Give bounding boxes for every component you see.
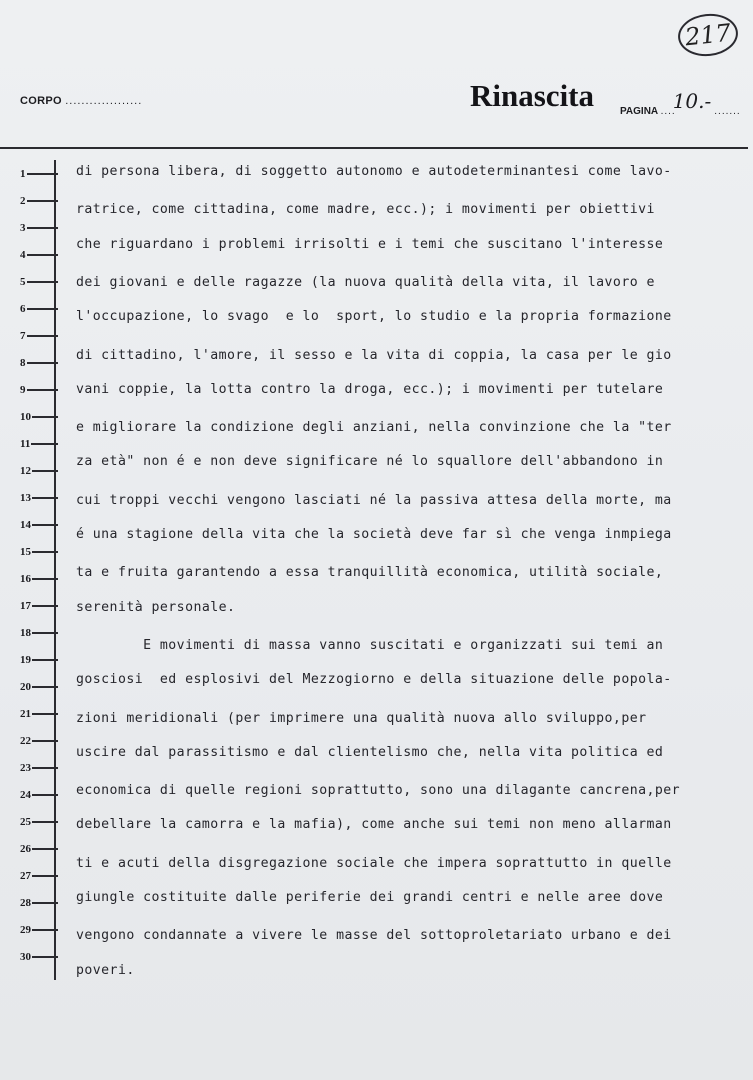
- line-number-tick: [27, 173, 59, 175]
- line-number: [20, 276, 58, 288]
- text-line: gosciosi ed esplosivi del Mezzogiorno e della situazione delle popola-: [76, 672, 672, 688]
- text-line: ratrice, come cittadina, come madre, ecc.); i movimenti per obiettivi: [76, 202, 655, 218]
- line-number-label: 18: [20, 627, 31, 639]
- text-line: E movimenti di massa vanno suscitati e organizzati sui temi an: [76, 637, 664, 653]
- line-number: [20, 303, 58, 315]
- text-line: uscire dal parassitismo e dal clientelismo che, nella vita politica ed: [76, 744, 664, 760]
- line-number: [20, 762, 58, 774]
- page-stamp: 217: [676, 11, 740, 59]
- text-line: poveri.: [76, 962, 135, 978]
- text-line: vani coppie, la lotta contro la droga, ecc.); i movimenti per tutelare: [76, 381, 664, 397]
- line-number: [20, 870, 58, 882]
- line-number-label: 28: [20, 897, 31, 909]
- text-line: giungle costituite dalle periferie dei grandi centri e nelle aree dove: [76, 890, 664, 905]
- line-number-tick: [32, 551, 58, 553]
- pagina-dots: ....: [660, 106, 676, 117]
- text-line: ta e fruita garantendo a essa tranquillità economica, utilità sociale,: [76, 565, 664, 581]
- line-number-label: 30: [20, 951, 31, 963]
- line-number-label: 16: [20, 573, 31, 585]
- line-number-label: 24: [20, 789, 31, 801]
- line-number-tick: [32, 713, 58, 715]
- line-number: [20, 924, 58, 936]
- line-number-tick: [32, 875, 58, 877]
- text-line: l'occupazione, lo svago e lo sport, lo studio e la propria formazione: [76, 309, 672, 325]
- line-number-label: 3: [20, 222, 26, 234]
- line-number-tick: [32, 848, 58, 850]
- line-number: [20, 195, 58, 207]
- line-number: [20, 438, 58, 450]
- text-line: di persona libera, di soggetto autonomo e autodeterminantesi come lavo-: [76, 164, 672, 179]
- line-number-tick: [27, 254, 59, 256]
- line-number: [20, 627, 58, 639]
- masthead-brand: Rinascita: [470, 78, 594, 113]
- line-number: [20, 357, 58, 369]
- line-number: [20, 897, 58, 909]
- line-number-tick: [32, 956, 58, 958]
- line-number-label: 8: [20, 357, 26, 369]
- line-number-label: 9: [20, 384, 26, 396]
- line-number-label: 19: [20, 654, 31, 666]
- pagina-label: PAGINA: [620, 106, 658, 117]
- line-number-label: 27: [20, 870, 31, 882]
- line-number-tick: [32, 929, 58, 931]
- line-number-label: 4: [20, 249, 26, 261]
- header-rule: [0, 147, 748, 149]
- line-number-tick: [31, 443, 58, 445]
- text-line: debellare la camorra e la mafia), come anche sui temi non meno allarman: [76, 817, 672, 833]
- pagina-trailing-dots: .......: [714, 106, 741, 117]
- line-number: [20, 708, 58, 720]
- line-number: [20, 249, 58, 261]
- line-number-label: 13: [20, 492, 31, 504]
- line-number-tick: [32, 578, 58, 580]
- line-number-label: 17: [20, 600, 31, 612]
- line-number-label: 5: [20, 276, 26, 288]
- line-number: [20, 330, 58, 342]
- line-number: [20, 951, 58, 963]
- line-number-tick: [27, 362, 59, 364]
- line-number: [20, 843, 58, 855]
- line-number-tick: [27, 389, 59, 391]
- text-line: serenità personale.: [76, 599, 236, 615]
- line-number-label: 25: [20, 816, 31, 828]
- line-number-tick: [32, 632, 58, 634]
- text-line: ti e acuti della disgregazione sociale che impera soprattutto in quelle: [76, 855, 672, 871]
- line-number-label: 14: [20, 519, 31, 531]
- line-number-label: 12: [20, 465, 31, 477]
- line-number: [20, 789, 58, 801]
- line-number-tick: [32, 767, 58, 769]
- text-line: za età" non é e non deve significare né lo squallore dell'abbandono in: [76, 454, 664, 470]
- line-number-tick: [27, 200, 59, 202]
- line-number: [20, 384, 58, 396]
- line-number: [20, 168, 58, 180]
- text-line: che riguardano i problemi irrisolti e i temi che suscitano l'interesse: [76, 236, 664, 252]
- pagina-field: [620, 89, 741, 119]
- line-number-label: 26: [20, 843, 31, 855]
- line-number-label: 7: [20, 330, 26, 342]
- line-number-tick: [32, 902, 58, 904]
- line-number-tick: [32, 524, 58, 526]
- line-number: [20, 681, 58, 693]
- corpo-label: CORPO: [20, 95, 62, 107]
- line-number-tick: [32, 497, 58, 499]
- line-number: [20, 735, 58, 747]
- line-number-label: 1: [20, 168, 26, 180]
- line-number-label: 11: [20, 438, 31, 450]
- line-number-label: 21: [20, 708, 31, 720]
- line-number-tick: [27, 335, 59, 337]
- corpo-dots: ...................: [65, 95, 143, 107]
- line-number-tick: [32, 740, 58, 742]
- line-number: [20, 492, 58, 504]
- line-number: [20, 411, 58, 423]
- pagina-number: 10.-: [672, 89, 712, 113]
- text-line: zioni meridionali (per imprimere una qualità nuova allo sviluppo,per: [76, 710, 647, 726]
- line-number: [20, 654, 58, 666]
- line-number-label: 15: [20, 546, 31, 558]
- line-number: [20, 816, 58, 828]
- line-number-label: 23: [20, 762, 31, 774]
- line-number-tick: [32, 416, 58, 418]
- line-number-tick: [32, 659, 58, 661]
- text-line: vengono condannate a vivere le masse del sottoproletariato urbano e dei: [76, 928, 672, 944]
- line-number: [20, 546, 58, 558]
- line-number-label: 6: [20, 303, 26, 315]
- line-number-tick: [27, 227, 59, 229]
- line-number: [20, 222, 58, 234]
- line-number-tick: [32, 686, 58, 688]
- text-line: cui troppi vecchi vengono lasciati né la passiva attesa della morte, ma: [76, 492, 672, 508]
- line-number: [20, 465, 58, 477]
- line-number-tick: [32, 794, 58, 796]
- text-line: economica di quelle regioni soprattutto, sono una dilagante cancrena,per: [76, 783, 681, 799]
- line-number-label: 20: [20, 681, 31, 693]
- text-line: e migliorare la condizione degli anziani, nella convinzione che la "ter: [76, 420, 672, 436]
- line-number: [20, 573, 58, 585]
- text-line: dei giovani e delle ragazze (la nuova qualità della vita, il lavoro e: [76, 274, 655, 290]
- line-number-label: 10: [20, 411, 31, 423]
- line-number: [20, 519, 58, 531]
- text-line: di cittadino, l'amore, il sesso e la vita di coppia, la casa per le gio: [76, 347, 672, 363]
- line-number-tick: [32, 821, 58, 823]
- text-line: é una stagione della vita che la società deve far sì che venga inmpiega: [76, 527, 672, 542]
- line-number-label: 2: [20, 195, 26, 207]
- line-number-tick: [27, 308, 59, 310]
- line-number-tick: [32, 470, 58, 472]
- line-number-label: 22: [20, 735, 31, 747]
- line-number: [20, 600, 58, 612]
- line-number-tick: [32, 605, 58, 607]
- corpo-field: [20, 95, 142, 107]
- line-number-tick: [27, 281, 59, 283]
- line-number-label: 29: [20, 924, 31, 936]
